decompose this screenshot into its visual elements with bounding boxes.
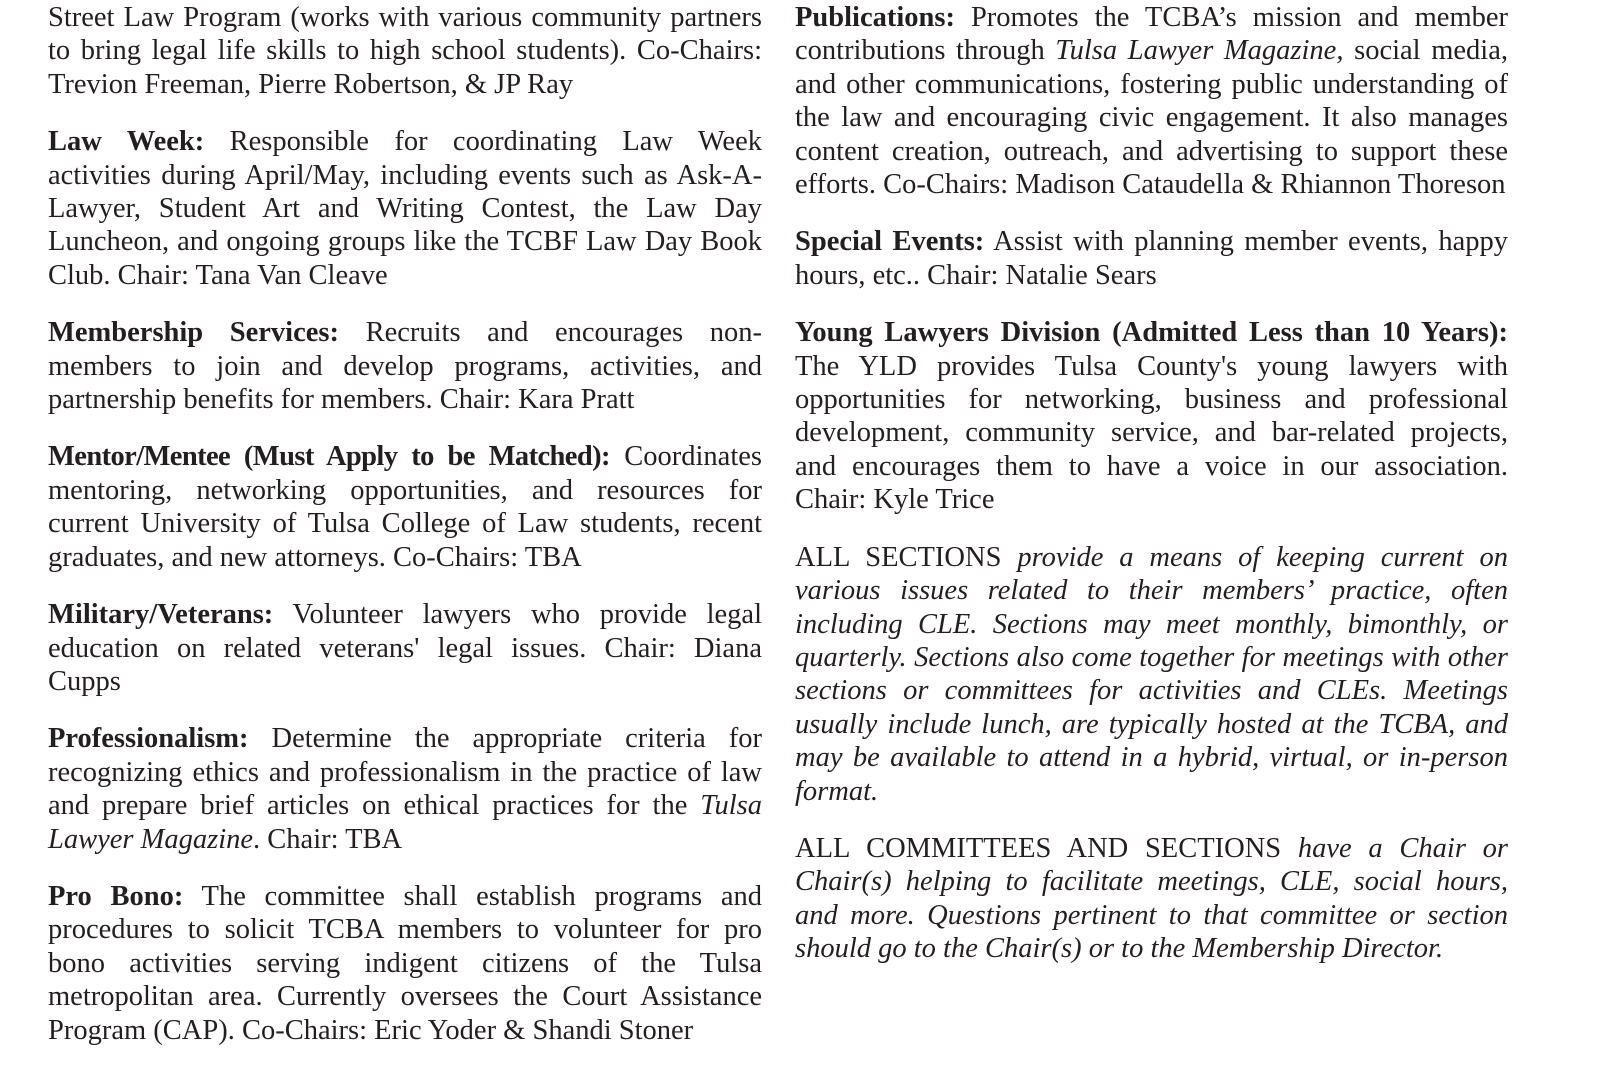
young-lawyers-title: Young Lawyers Division (Admitted Less than 10 Years): [795, 317, 1508, 349]
professionalism-entry [48, 722, 762, 856]
publications-entry [795, 1, 1508, 201]
special-events-entry [795, 225, 1508, 292]
membership-services-title: Membership Services: [48, 317, 339, 349]
law-week-text: Responsible for coordinating Law Week activities during April/May, including events such as Ask-A-Lawyer, Student Art and Writing Contest, the Law Day Luncheon, and ongoing groups like the TCBF Law Day Book Club. Chair: Tana Van Cleave [48, 126, 762, 291]
all-sections-lead: ALL SECTIONS [795, 541, 1002, 573]
membership-services-text: Recruits and encourages non-members to join and develop programs, activities, and partnership benefits for members. Chair: Kara Pratt [48, 317, 762, 416]
pro-bono-title: Pro Bono: [48, 880, 184, 912]
special-events-text: Assist with planning member events, happy hours, etc.. Chair: Natalie Sears [795, 226, 1509, 291]
mentor-mentee-title: Mentor/Mentee (Must Apply to be Matched): [48, 441, 610, 473]
military-veterans-text: Volunteer lawyers who provide legal education on related veterans' legal issues. Chair: Diana Cupps [48, 599, 762, 697]
all-sections-note [795, 541, 1508, 808]
professionalism-text-end: . Chair: TBA [253, 823, 403, 855]
street-law-text: Street Law Program (works with various community partners to bring legal life skills to high school students). Co-Chairs: Trevion Freeman, Pierre Robertson, & JP Ray [48, 2, 762, 100]
young-lawyers-text: The YLD provides Tulsa County's young lawyers with opportunities for networking, business and professional development, community service, and bar-related projects, and encourages them to have a voice in our association. Chair: Kyle Trice [795, 350, 1508, 516]
young-lawyers-entry [795, 316, 1508, 516]
professionalism-magazine-title: Tulsa Lawyer Magazine [48, 790, 762, 855]
law-week-title: Law Week: [48, 126, 205, 158]
street-law-entry [48, 1, 762, 101]
left-column [48, 0, 762, 1071]
special-events-title: Special Events: [795, 226, 985, 258]
professionalism-text: Determine the appropriate criteria for recognizing ethics and professionalism in the practice of law and prepare brief articles on ethical practices for the [48, 723, 762, 822]
publications-title: Publications: [795, 2, 955, 33]
mentor-mentee-text: Coordinates mentoring, networking opportunities, and resources for current University of Tulsa College of Law students, recent graduates, and new attorneys. Co-Chairs: TBA [48, 441, 762, 573]
all-committees-note [795, 832, 1508, 966]
mentor-mentee-entry [48, 440, 762, 574]
military-veterans-entry [48, 598, 762, 698]
pro-bono-text: The committee shall establish programs and procedures to solicit TCBA members to volunteer for pro bono activities serving indigent citizens of the Tulsa metropolitan area. Currently oversees the Court Assistance Program (CAP). Co-Chairs: Eric Yoder & Shandi Stoner [48, 880, 763, 1046]
pro-bono-entry [48, 880, 762, 1047]
all-sections-text: provide a means of keeping current on various issues related to their members’ practice, often including CLE. Sections may meet monthly, bimonthly, or quarterly. Sections also come together for meetings with other sections or committees for activities and CLEs. Meetings usually include lunch, are typically hosted at the TCBA, and may be available to attend in a hybrid, virtual, or in-person format. [795, 541, 1508, 807]
law-week-entry [48, 125, 762, 292]
publications-text-end: social media, and other communications, fostering public understanding of the law and encouraging civic engagement. It also manages content creation, outreach, and advertising to support these efforts. Co-Chairs: Madison Cataudella & Rhiannon Thoreson [795, 35, 1508, 201]
membership-services-entry [48, 316, 762, 416]
publications-text: Promotes the TCBA’s mission and member contributions through [795, 2, 1508, 67]
all-committees-lead: ALL COMMITTEES AND SECTIONS [795, 832, 1282, 864]
military-veterans-title: Military/Veterans: [48, 599, 274, 631]
all-committees-text: have a Chair or Chair(s) helping to facilitate meetings, CLE, social hours, and more. Questions pertinent to that committee or section should go to the Chair(s) or to the Membership Director. [795, 832, 1508, 965]
right-column [795, 0, 1508, 990]
professionalism-title: Professionalism: [48, 723, 249, 755]
publications-magazine-title: Tulsa Lawyer Magazine, [1055, 35, 1344, 67]
